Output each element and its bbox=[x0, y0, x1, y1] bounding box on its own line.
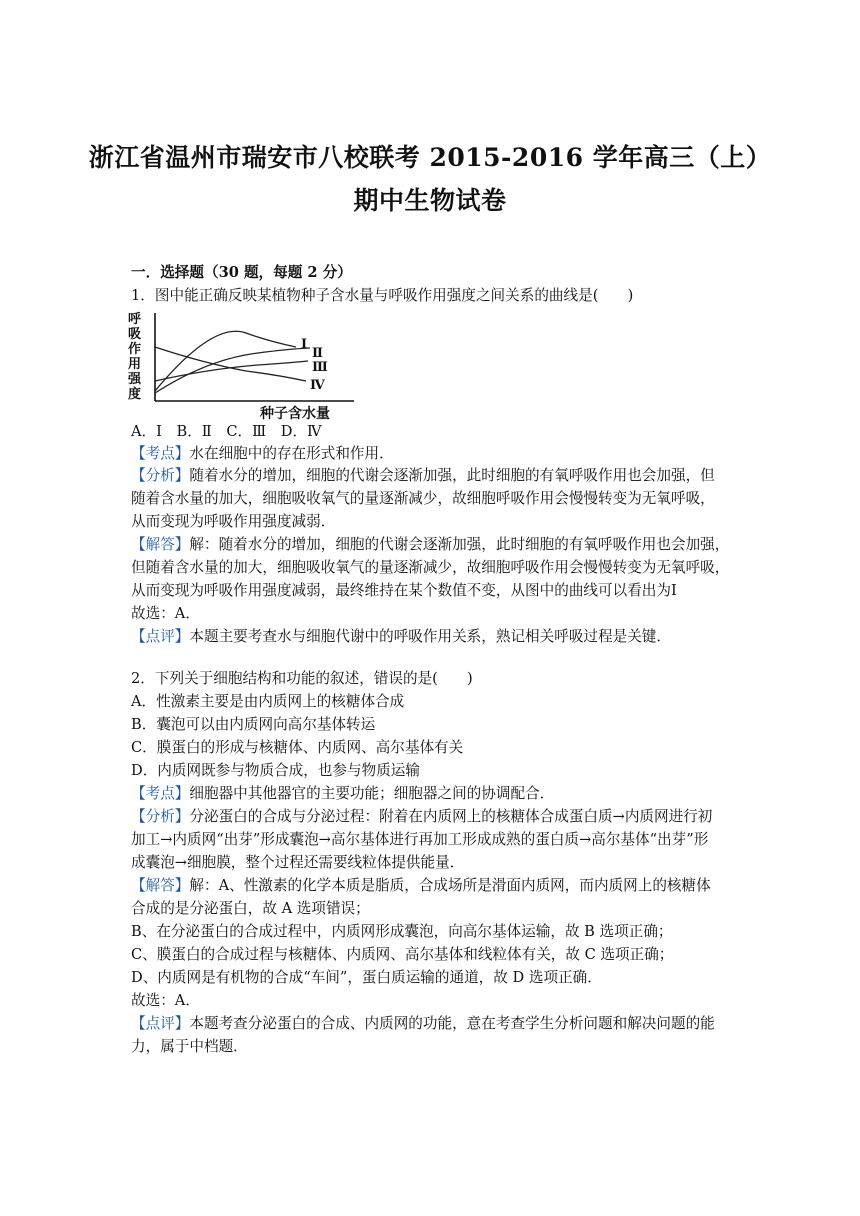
fenxi-tag: 【分析】 bbox=[131, 808, 190, 825]
section-heading: 一．选择题（30 题，每题 2 分） bbox=[131, 264, 352, 281]
q2-dianping-line2: 力，属于中档题． bbox=[131, 1038, 248, 1055]
curve-III bbox=[155, 361, 308, 381]
y-label-char: 强 bbox=[128, 372, 142, 387]
y-label-char: 呼 bbox=[128, 312, 142, 327]
q2-fenxi-line1 bbox=[131, 806, 731, 828]
kaodian-tag: 【考点】 bbox=[131, 445, 190, 462]
y-label-char: 用 bbox=[128, 357, 142, 372]
q2-jieda-line5: D、内质网是有机物的合成“车间”，蛋白质运输的通道，故 D 选项正确． bbox=[131, 969, 602, 986]
doc-title-line1: 浙江省温州市瑞安市八校联考 2015-2016 学年高三（上） bbox=[88, 143, 772, 172]
kaodian-text: 水在细胞中的存在形式和作用． bbox=[189, 445, 394, 462]
q2-fenxi-line3: 成囊泡→细胞膜，整个过程还需要线粒体提供能量． bbox=[131, 854, 465, 871]
q1-answer: 故选：A． bbox=[131, 605, 200, 622]
dianping-tag: 【点评】 bbox=[131, 1015, 190, 1032]
q2-kaodian bbox=[131, 783, 731, 805]
dianping-tag: 【点评】 bbox=[131, 628, 190, 645]
q1-jieda-line1 bbox=[131, 534, 731, 556]
y-label-char: 吸 bbox=[128, 327, 142, 342]
q2-jieda-line1 bbox=[131, 875, 731, 897]
q2-stem: 2．下列关于细胞结构和功能的叙述，错误的是( ) bbox=[131, 670, 473, 687]
curve-label-I: Ⅰ bbox=[301, 337, 308, 352]
q2-option-b: B．囊泡可以由内质网向高尔基体转运 bbox=[131, 716, 376, 733]
q1-fenxi-line1 bbox=[131, 465, 731, 487]
q2-option-a: A．性激素主要是由内质网上的核糖体合成 bbox=[131, 693, 405, 710]
dianping-text: 本题考查分泌蛋白的合成、内质网的功能，意在考查学生分析问题和解决问题的能 bbox=[189, 1015, 715, 1032]
curve-label-III: Ⅲ bbox=[312, 360, 328, 375]
fenxi-text: 分泌蛋白的合成与分泌过程：附着在内质网上的核糖体合成蛋白质→内质网进行初 bbox=[189, 808, 713, 825]
q1-jieda-line2: 但随着含水量的加大，细胞吸收氧气的量逐渐减少，故细胞呼吸作用会慢慢转变为无氧呼吸， bbox=[131, 559, 730, 576]
q1-fenxi-line2: 随着含水量的加大，细胞吸收氧气的量逐渐减少，故细胞呼吸作用会慢慢转变为无氧呼吸， bbox=[131, 490, 715, 507]
jieda-text: 解：随着水分的增加，细胞的代谢会逐渐加强，此时细胞的有氧呼吸作用也会加强， bbox=[189, 536, 730, 553]
q2-jieda-line2: 合成的是分泌蛋白，故 A 选项错误； bbox=[131, 900, 370, 917]
jieda-text: 解：A、性激素的化学本质是脂质，合成场所是滑面内质网，而内质网上的核糖体 bbox=[189, 877, 711, 894]
q2-jieda-line3: B、在分泌蛋白的合成过程中，内质网形成囊泡，向高尔基体运输，故 B 选项正确； bbox=[131, 923, 673, 940]
curve-label-II: Ⅱ bbox=[312, 346, 323, 361]
kaodian-text: 细胞器中其他器官的主要功能；细胞器之间的协调配合． bbox=[189, 785, 555, 802]
y-label-char: 度 bbox=[128, 387, 142, 402]
q2-dianping-line1 bbox=[131, 1013, 731, 1035]
q1-dianping bbox=[131, 626, 731, 648]
jieda-tag: 【解答】 bbox=[131, 536, 190, 553]
x-axis-label: 种子含水量 bbox=[260, 406, 330, 421]
q1-figure bbox=[128, 311, 364, 421]
q2-fenxi-line2: 加工→内质网“出芽”形成囊泡→高尔基体进行再加工形成成熟的蛋白质→高尔基体“出芽”形 bbox=[131, 831, 709, 848]
curve-I bbox=[155, 331, 296, 391]
curve-label-IV: Ⅳ bbox=[310, 378, 325, 393]
jieda-tag: 【解答】 bbox=[131, 877, 190, 894]
fenxi-tag: 【分析】 bbox=[131, 467, 190, 484]
q2-answer: 故选：A． bbox=[131, 992, 200, 1009]
q1-options: A．Ⅰ B．Ⅱ C．Ⅲ D．Ⅳ bbox=[131, 423, 322, 440]
q1-kaodian bbox=[131, 443, 731, 465]
q1-jieda-line3: 从而变现为呼吸作用强度减弱，最终维持在某个数值不变，从图中的曲线可以看出为Ⅰ bbox=[131, 582, 677, 599]
q1-fenxi-line3: 从而变现为呼吸作用强度减弱． bbox=[131, 513, 336, 530]
doc-title-line2: 期中生物试卷 bbox=[353, 186, 507, 215]
q2-option-d: D．内质网既参与物质合成，也参与物质运输 bbox=[131, 762, 420, 779]
fenxi-text: 随着水分的增加，细胞的代谢会逐渐加强，此时细胞的有氧呼吸作用也会加强，但 bbox=[189, 467, 715, 484]
dianping-text: 本题主要考查水与细胞代谢中的呼吸作用关系，熟记相关呼吸过程是关键． bbox=[189, 628, 671, 645]
q2-option-c: C．膜蛋白的形成与核糖体、内质网、高尔基体有关 bbox=[131, 739, 464, 756]
q2-jieda-line4: C、膜蛋白的合成过程与核糖体、内质网、高尔基体和线粒体有关，故 C 选项正确； bbox=[131, 946, 674, 963]
y-label-char: 作 bbox=[128, 342, 142, 357]
q1-stem: 1．图中能正确反映某植物种子含水量与呼吸作用强度之间关系的曲线是( ) bbox=[131, 287, 634, 304]
kaodian-tag: 【考点】 bbox=[131, 785, 190, 802]
